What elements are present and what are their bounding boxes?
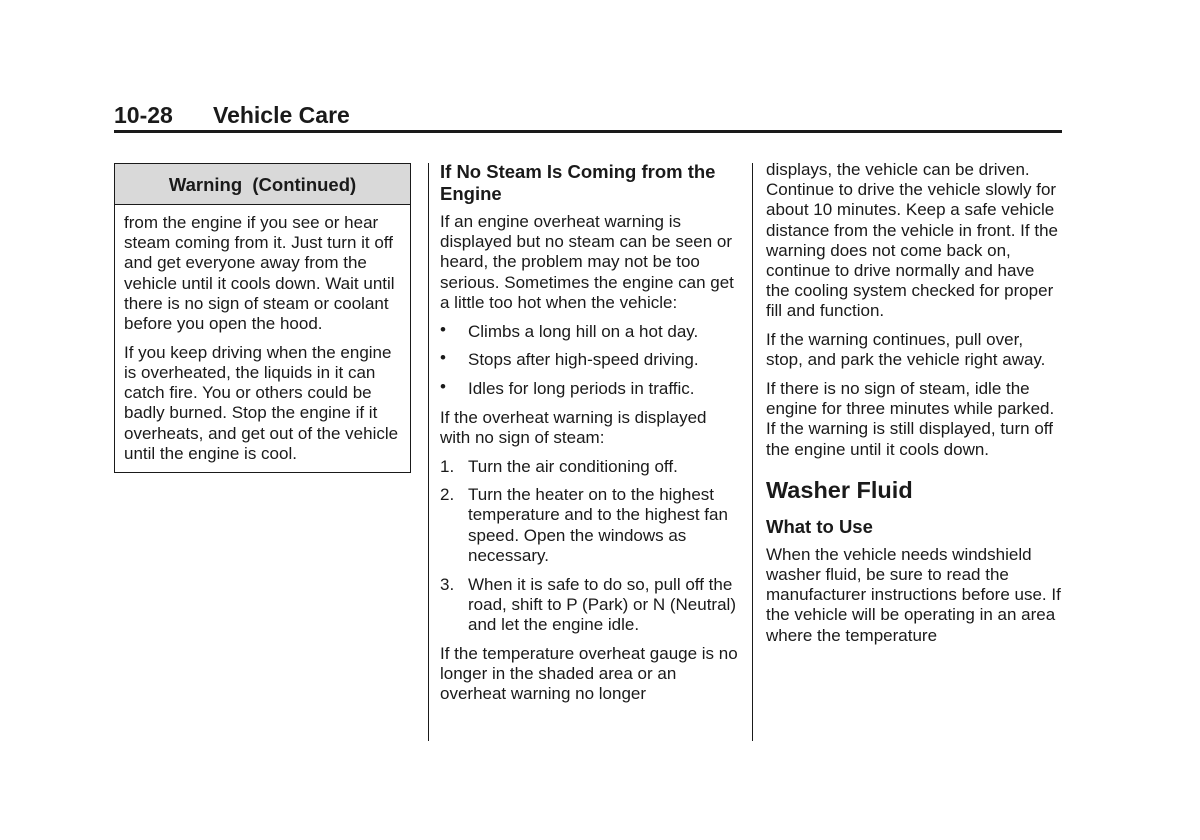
bullet-icon: • [440, 376, 446, 396]
section-heading-no-steam: If No Steam Is Coming from the Engine [440, 161, 716, 204]
list-item-text: Idles for long periods in traffic. [468, 378, 695, 398]
paragraph: When the vehicle needs windshield washer fluid, be sure to read the manufacturer instructions before use. If the vehicle will be operating in an area where the temperature [766, 544, 1061, 645]
paragraph: If the overheat warning is displayed with no sign of steam: [440, 407, 707, 447]
step-number: 3. [440, 574, 455, 594]
subheading-what-to-use: What to Use [766, 515, 873, 537]
section-title: Vehicle Care [213, 102, 350, 128]
column-left [114, 160, 411, 473]
paragraph: If the warning continues, pull over, stop, and park the vehicle right away. [766, 330, 1046, 370]
list-item [440, 575, 740, 636]
list-item [440, 457, 740, 477]
warning-title: Warning (Continued) [115, 164, 410, 205]
warning-paragraph: If you keep driving when the engine is overheated, the liquids in it can catch fire. You or others could be badly burned. Stop the engine if it overheats, and get out of the vehicle until the engine is cool. [124, 342, 399, 463]
list-item-text: Turn the heater on to the highest temperature and to the highest fan speed. Open the windows as necessary. [468, 485, 728, 565]
step-number: 2. [440, 485, 455, 505]
page-header [114, 100, 1062, 133]
numbered-list [440, 457, 740, 636]
warning-body [115, 205, 410, 464]
paragraph: displays, the vehicle can be driven. Continue to drive the vehicle slowly for about 10 minutes. Keep a safe vehicle distance from the vehicle in front. If the warning does not come back on, continue to drive normally and have the cooling system checked for proper fill and function. [766, 160, 1058, 321]
list-item-text: Turn the air conditioning off. [468, 456, 678, 476]
list-item-text: Climbs a long hill on a hot day. [468, 321, 699, 341]
paragraph: If an engine overheat warning is displayed but no steam can be seen or heard, the problem may not be too serious. Sometimes the engine can get a little too hot when the vehicle: [440, 212, 734, 312]
column-right [766, 160, 1062, 654]
bullet-icon: • [440, 348, 446, 368]
list-item [440, 350, 740, 370]
list-item [440, 319, 740, 342]
column-divider [428, 163, 429, 741]
list-item [440, 376, 740, 399]
column-divider [752, 163, 753, 741]
section-heading-washer-fluid: Washer Fluid [766, 476, 913, 503]
bullet-icon: • [440, 319, 446, 339]
list-item [440, 485, 740, 566]
list-item-text: Stops after high-speed driving. [468, 350, 699, 370]
step-number: 1. [440, 456, 455, 476]
warning-box [114, 163, 411, 473]
paragraph: If the temperature overheat gauge is no longer in the shaded area or an overheat warning no longer [440, 643, 738, 704]
paragraph: If there is no sign of steam, idle the engine for three minutes while parked. If the warning is still displayed, turn off the engine until it cools down. [766, 379, 1055, 459]
list-item-text: When it is safe to do so, pull off the road, shift to P (Park) or N (Neutral) and let the engine idle. [468, 574, 736, 634]
page-number: 10-28 [114, 102, 173, 128]
warning-paragraph: from the engine if you see or hear steam coming from it. Just turn it off and get everyone away from the vehicle until it cools down. Wait until there is no sign of steam or coolant before you open the hood. [124, 213, 395, 334]
bullet-list [440, 319, 740, 400]
column-middle [440, 160, 740, 713]
